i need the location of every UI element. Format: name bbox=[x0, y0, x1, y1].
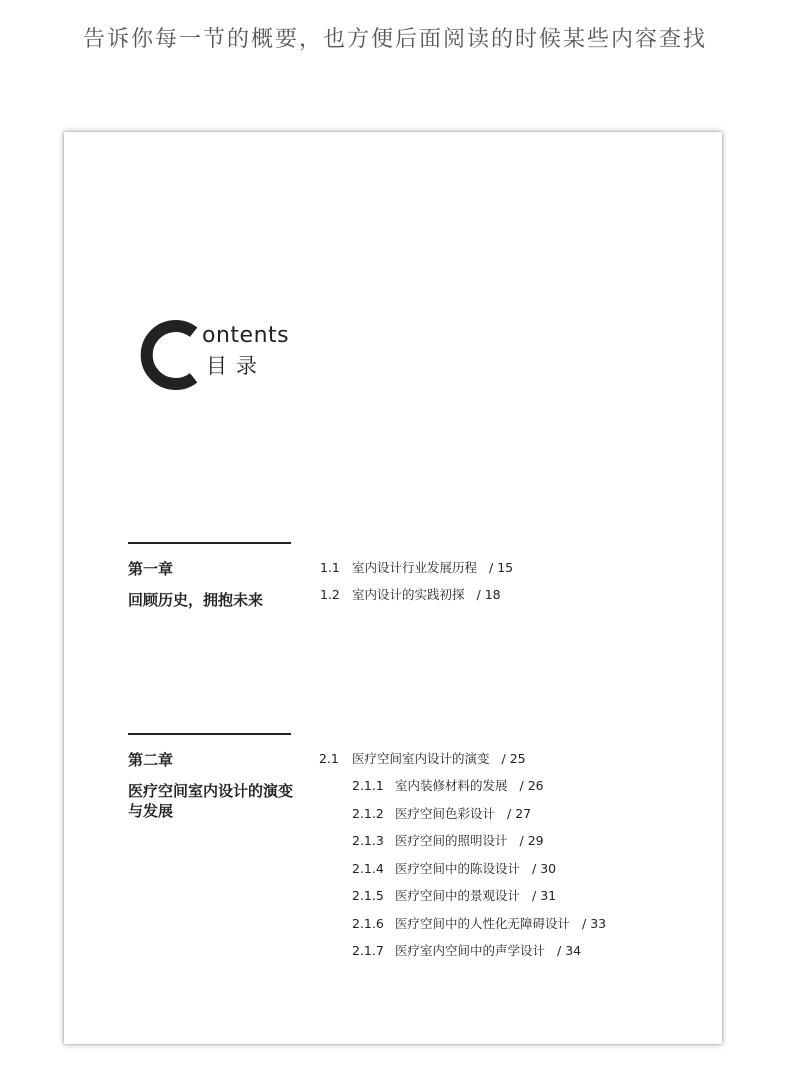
chapter-title: 医疗空间室内设计的演变与发展 bbox=[128, 782, 294, 820]
toc-subentry[interactable] bbox=[352, 941, 581, 959]
toc-entry-title: 室内设计的实践初探 bbox=[352, 587, 465, 602]
toc-entry-title: 医疗空间的照明设计 bbox=[395, 833, 508, 848]
toc-entry-number: 2.1.4 bbox=[352, 861, 384, 876]
toc-entry-page: / 33 bbox=[582, 916, 607, 931]
toc-entry-title: 室内装修材料的发展 bbox=[395, 778, 508, 793]
chapter-title: 回顾历史，拥抱未来 bbox=[128, 591, 264, 609]
toc-entry-title: 医疗空间室内设计的演变 bbox=[352, 751, 490, 766]
chapter-divider bbox=[128, 542, 291, 544]
toc-entry-number: 1.1 bbox=[320, 560, 340, 575]
chapter-2 bbox=[128, 733, 668, 973]
toc-entry-number: 2.1.6 bbox=[352, 916, 384, 931]
toc-entry-title: 医疗空间中的景观设计 bbox=[395, 888, 521, 903]
toc-entry[interactable] bbox=[319, 749, 526, 767]
toc-entry-number: 1.2 bbox=[320, 587, 340, 602]
toc-entry-title: 医疗空间中的人性化无障碍设计 bbox=[395, 916, 571, 931]
chapter-number: 第一章 bbox=[128, 560, 174, 578]
toc-subentry[interactable] bbox=[352, 804, 531, 822]
toc-entry-number: 2.1 bbox=[319, 751, 339, 766]
chapter-number: 第二章 bbox=[128, 751, 174, 769]
toc-entry[interactable] bbox=[320, 558, 513, 576]
toc-subentry[interactable] bbox=[352, 831, 544, 849]
toc-entry[interactable] bbox=[320, 585, 501, 603]
toc-entry-page: / 18 bbox=[476, 587, 501, 602]
toc-entry-page: / 15 bbox=[489, 560, 514, 575]
toc-entry-number: 2.1.2 bbox=[352, 806, 384, 821]
contents-logo-english: ontents bbox=[202, 323, 290, 348]
toc-subentry[interactable] bbox=[352, 914, 606, 932]
toc-subentry[interactable] bbox=[352, 859, 556, 877]
chapter-divider bbox=[128, 733, 291, 735]
chapter-1 bbox=[128, 542, 668, 642]
page-caption: 告诉你每一节的概要，也方便后面阅读的时候某些内容查找 bbox=[82, 27, 707, 52]
contents-logo-chinese: 目录 bbox=[206, 354, 266, 378]
toc-entry-title: 医疗室内空间中的声学设计 bbox=[395, 943, 546, 958]
contents-logo bbox=[134, 317, 294, 397]
toc-entry-number: 2.1.3 bbox=[352, 833, 384, 848]
toc-entry-page: / 27 bbox=[507, 806, 532, 821]
toc-entry-page: / 26 bbox=[519, 778, 544, 793]
toc-entry-title: 医疗空间色彩设计 bbox=[395, 806, 496, 821]
toc-entry-page: / 30 bbox=[532, 861, 557, 876]
toc-entry-number: 2.1.7 bbox=[352, 943, 384, 958]
contents-logo-c-mark bbox=[134, 317, 210, 393]
toc-entry-page: / 31 bbox=[532, 888, 557, 903]
toc-entry-page: / 34 bbox=[557, 943, 582, 958]
toc-entry-number: 2.1.1 bbox=[352, 778, 384, 793]
toc-entry-title: 室内设计行业发展历程 bbox=[352, 560, 478, 575]
toc-entry-page: / 25 bbox=[501, 751, 526, 766]
toc-subentry[interactable] bbox=[352, 776, 544, 794]
toc-page bbox=[64, 132, 722, 1044]
toc-entry-number: 2.1.5 bbox=[352, 888, 384, 903]
toc-entry-title: 医疗空间中的陈设设计 bbox=[395, 861, 521, 876]
toc-entry-page: / 29 bbox=[519, 833, 544, 848]
toc-subentry[interactable] bbox=[352, 886, 556, 904]
